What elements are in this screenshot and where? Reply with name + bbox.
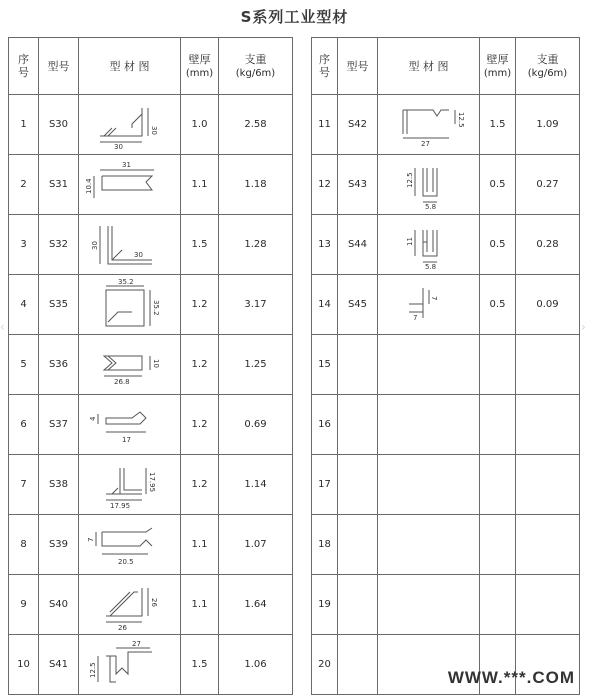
row-index: 6 [9,395,39,455]
table-row [9,215,293,275]
row-weight: 0.69 [219,395,293,455]
profile-drawing-s45 [381,278,477,332]
table-row [9,635,293,695]
row-model: S43 [338,155,378,215]
table-row [9,155,293,215]
row-drawing [378,455,480,515]
row-weight: 1.64 [219,575,293,635]
row-weight: 1.18 [219,155,293,215]
row-weight: 1.09 [516,95,580,155]
row-weight [516,515,580,575]
row-weight: 1.14 [219,455,293,515]
profile-drawing-s43 [381,158,477,212]
row-model: S39 [39,515,79,575]
header-wall-thickness: 壁厚 (mm) [181,38,219,95]
row-model: S45 [338,275,378,335]
row-wall: 0.5 [480,155,516,215]
row-model: S38 [39,455,79,515]
dim-label: 30 [90,240,99,250]
row-wall: 1.1 [181,575,219,635]
profile-drawing-s37 [82,398,178,452]
row-drawing [79,515,181,575]
table-row [312,335,580,395]
dim-label: 7 [429,295,438,300]
table-row [312,155,580,215]
profile-drawing-s41 [82,638,178,692]
row-model [338,635,378,695]
row-drawing [79,155,181,215]
row-model: S37 [39,395,79,455]
header-weight: 支重 (kg/6m) [516,38,580,95]
row-model: S32 [39,215,79,275]
row-index: 2 [9,155,39,215]
dim-label: 12.5 [456,111,465,128]
dim-label: 26 [117,623,127,632]
table-row [312,215,580,275]
profile-drawing-s40 [82,578,178,632]
row-drawing [378,95,480,155]
row-weight [516,335,580,395]
row-weight: 2.58 [219,95,293,155]
dim-label: 27 [420,139,430,148]
prev-arrow-icon[interactable]: ‹ [0,320,5,334]
row-weight: 0.09 [516,275,580,335]
table-row [9,575,293,635]
header-model: 型号 [39,38,79,95]
table-row [312,515,580,575]
row-wall [480,455,516,515]
table-row [312,455,580,515]
dim-label: 11 [405,236,414,246]
row-wall: 1.2 [181,395,219,455]
row-index: 3 [9,215,39,275]
row-weight: 0.28 [516,215,580,275]
header-weight: 支重 (kg/6m) [219,38,293,95]
row-drawing [378,515,480,575]
dim-label: 7 [86,537,95,542]
row-index: 15 [312,335,338,395]
row-drawing [79,635,181,695]
row-weight [516,455,580,515]
dim-label: 35.2 [117,277,134,286]
row-wall: 1.5 [181,635,219,695]
dim-label: 12.5 [88,661,97,678]
row-weight: 1.25 [219,335,293,395]
header-drawing: 型 材 图 [79,38,181,95]
row-model [338,455,378,515]
row-model: S41 [39,635,79,695]
row-drawing [79,395,181,455]
row-wall [480,575,516,635]
row-index: 11 [312,95,338,155]
row-index: 10 [9,635,39,695]
row-drawing [79,335,181,395]
profile-drawing-s30 [82,98,178,152]
row-drawing [378,275,480,335]
dim-label: 10.4 [84,177,93,194]
dim-label: 31 [121,160,131,169]
dim-label: 35.2 [151,299,160,316]
profile-drawing-s32 [82,218,178,272]
row-drawing [79,455,181,515]
row-wall: 1.5 [181,215,219,275]
row-index: 14 [312,275,338,335]
table-row [9,95,293,155]
table-row [9,455,293,515]
dim-label: 30 [149,125,158,135]
row-model: S30 [39,95,79,155]
row-model [338,395,378,455]
row-index: 20 [312,635,338,695]
profile-drawing-s31 [82,158,178,212]
table-row [312,395,580,455]
dim-label: 5.8 [424,202,436,211]
table-row [9,275,293,335]
row-model [338,515,378,575]
row-weight: 1.07 [219,515,293,575]
row-drawing [378,215,480,275]
header-index: 序 号 [9,38,39,95]
profile-drawing-s36 [82,338,178,392]
profile-table-left [8,37,293,695]
table-row [9,515,293,575]
dim-label: 17.95 [109,501,130,510]
row-index: 8 [9,515,39,575]
row-wall: 1.0 [181,95,219,155]
row-drawing [378,575,480,635]
table-row [312,575,580,635]
table-row [312,95,580,155]
row-weight: 0.27 [516,155,580,215]
dim-label: 4 [88,416,97,421]
watermark: WWW.***.COM [447,668,575,687]
row-weight: 1.06 [219,635,293,695]
row-index: 4 [9,275,39,335]
dim-label: 10 [151,358,160,368]
row-wall: 1.2 [181,275,219,335]
row-model: S35 [39,275,79,335]
row-wall [480,395,516,455]
table-header-row [9,38,293,95]
table-header-row [312,38,580,95]
row-index: 1 [9,95,39,155]
row-index: 17 [312,455,338,515]
row-wall [480,515,516,575]
row-model [338,575,378,635]
dim-label: 26 [149,597,158,607]
row-drawing [378,335,480,395]
table-row [9,335,293,395]
profile-drawing-s35 [82,278,178,332]
row-weight: 1.28 [219,215,293,275]
header-index: 序 号 [312,38,338,95]
next-arrow-icon[interactable]: › [581,320,586,334]
dim-label: 27 [131,639,141,648]
row-wall: 1.5 [480,95,516,155]
dim-label: 12.5 [405,171,414,188]
row-weight: 3.17 [219,275,293,335]
row-drawing [378,395,480,455]
row-model [338,335,378,395]
row-drawing [378,155,480,215]
row-model: S31 [39,155,79,215]
row-index: 16 [312,395,338,455]
dim-label: 17 [121,435,131,444]
header-model: 型号 [338,38,378,95]
row-wall: 1.1 [181,515,219,575]
row-index: 5 [9,335,39,395]
profile-drawing-s42 [381,98,477,152]
row-model: S44 [338,215,378,275]
row-wall: 1.1 [181,155,219,215]
dim-label: 30 [133,250,143,259]
row-model: S42 [338,95,378,155]
row-index: 7 [9,455,39,515]
profile-drawing-s44 [381,218,477,272]
row-index: 19 [312,575,338,635]
dim-label: 17.95 [147,471,156,492]
row-wall: 1.2 [181,335,219,395]
row-index: 18 [312,515,338,575]
profile-drawing-s38 [82,458,178,512]
dim-label: 20.5 [117,557,134,566]
row-weight [516,575,580,635]
dim-label: 26.8 [113,377,130,386]
row-wall: 0.5 [480,275,516,335]
table-row [9,395,293,455]
row-wall: 0.5 [480,215,516,275]
table-row [312,275,580,335]
row-wall [480,335,516,395]
header-wall-thickness: 壁厚 (mm) [480,38,516,95]
dim-label: 30 [113,142,123,151]
row-wall: 1.2 [181,455,219,515]
row-drawing [79,215,181,275]
row-index: 13 [312,215,338,275]
row-drawing [79,275,181,335]
row-model: S40 [39,575,79,635]
row-model: S36 [39,335,79,395]
page-title: S系列工业型材 [240,8,349,26]
dim-label: 7 [412,313,417,322]
profile-drawing-s39 [82,518,178,572]
row-drawing [79,575,181,635]
header-drawing: 型 材 图 [378,38,480,95]
profile-table-right [311,37,580,695]
row-drawing [79,95,181,155]
dim-label: 5.8 [424,262,436,271]
row-weight [516,395,580,455]
row-index: 9 [9,575,39,635]
row-index: 12 [312,155,338,215]
